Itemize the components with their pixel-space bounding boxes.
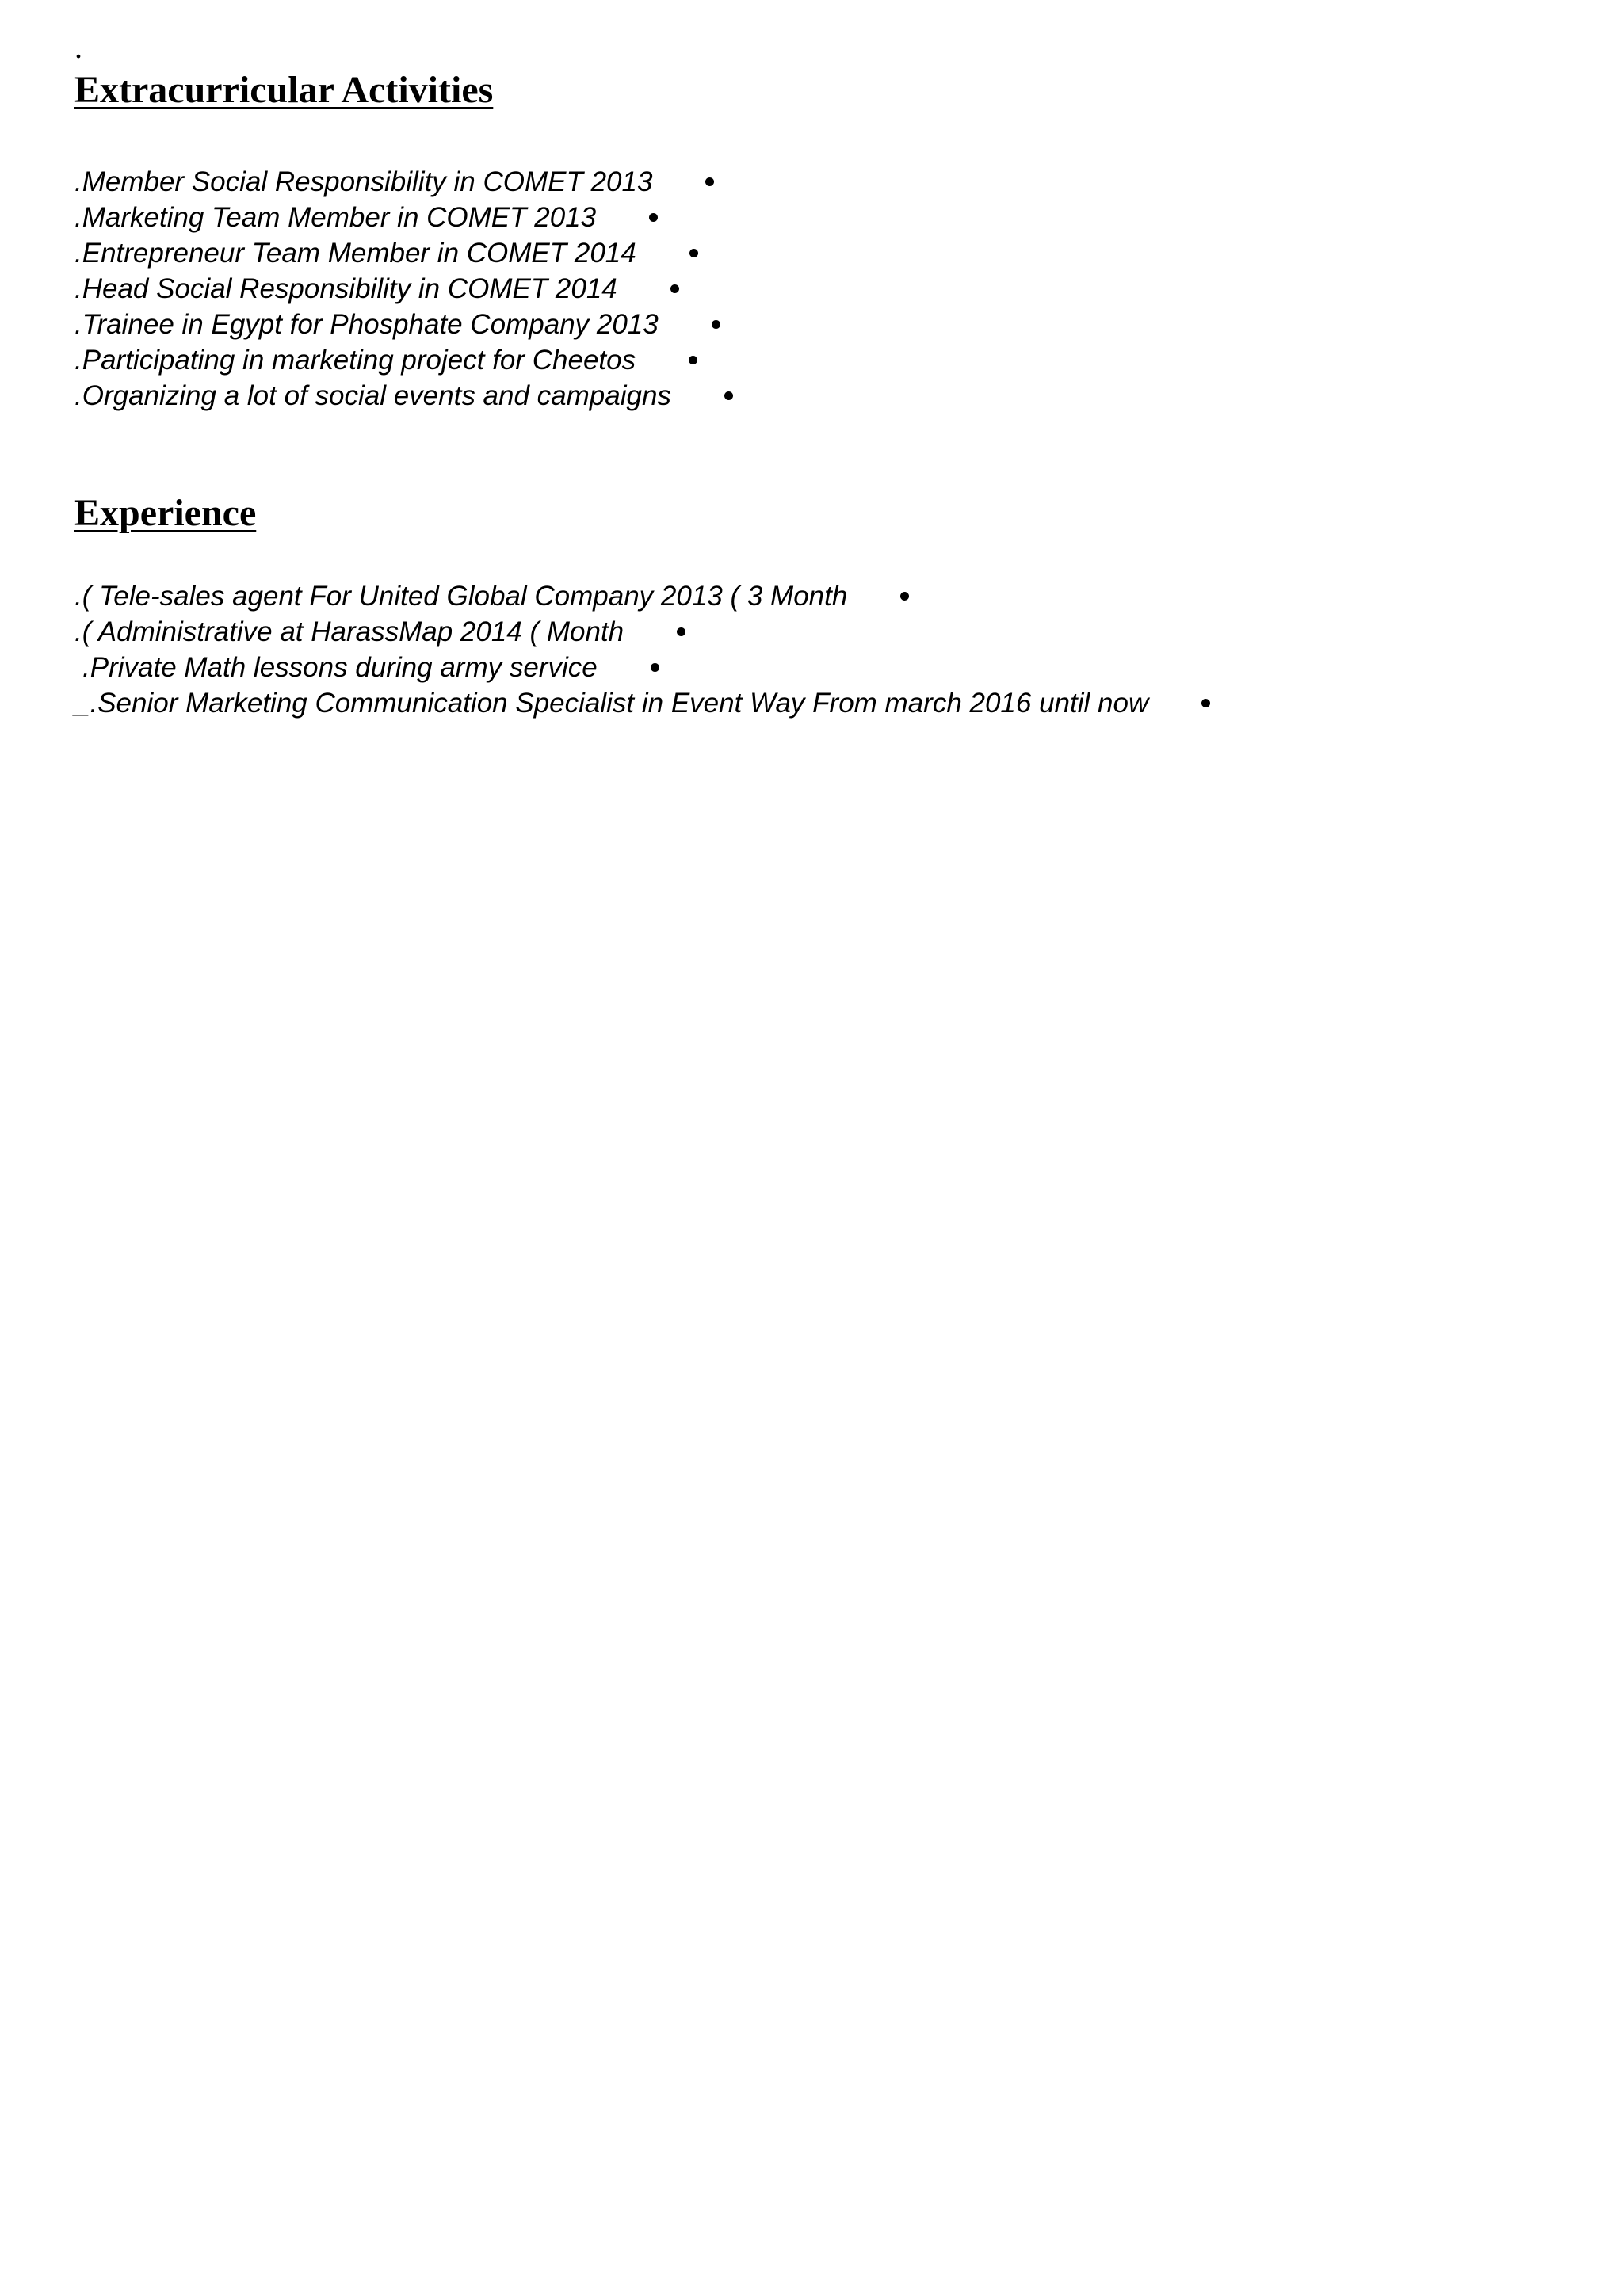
bullet-dot-icon	[1201, 699, 1210, 707]
experience-list	[0, 578, 1210, 721]
section-heading-experience: Experience	[74, 492, 257, 534]
bullet-dot-icon	[712, 320, 720, 329]
list-item-text: .Trainee in Egypt for Phosphate Company 2013	[74, 309, 659, 340]
list-item	[0, 342, 733, 378]
list-item-text: .Entrepreneur Team Member in COMET 2014	[74, 238, 636, 269]
bullet-dot-icon	[689, 249, 698, 257]
list-item-text: .Organizing a lot of social events and campaigns	[74, 380, 671, 411]
section-heading-extracurricular: Extracurricular Activities	[74, 69, 494, 111]
bullet-dot-icon	[689, 356, 697, 364]
leading-mark: .	[74, 29, 82, 65]
bullet-dot-icon	[670, 284, 679, 293]
list-item-text: .( Tele-sales agent For United Global Company 2013 ( 3 Month	[74, 581, 848, 612]
list-item	[0, 578, 1210, 614]
extracurricular-list	[0, 164, 733, 414]
list-item	[0, 164, 733, 200]
list-item-text: .Marketing Team Member in COMET 2013	[74, 202, 597, 233]
list-item	[0, 307, 733, 342]
bullet-dot-icon	[677, 627, 685, 636]
list-item	[0, 685, 1210, 721]
list-item-text: _.Senior Marketing Communication Specialist in Event Way From march 2016 until now	[74, 688, 1149, 719]
list-item	[0, 378, 733, 414]
bullet-dot-icon	[705, 177, 714, 186]
list-item-text: .( Administrative at HarassMap 2014 ( Month	[74, 616, 624, 647]
list-item	[0, 650, 1210, 685]
list-item	[0, 614, 1210, 650]
list-item-text: .Participating in marketing project for Cheetos	[74, 345, 636, 376]
bullet-dot-icon	[651, 663, 659, 672]
list-item	[0, 200, 733, 235]
bullet-dot-icon	[900, 592, 909, 601]
list-item	[0, 235, 733, 271]
bullet-dot-icon	[724, 391, 733, 400]
bullet-dot-icon	[649, 213, 658, 222]
list-item-text: .Member Social Responsibility in COMET 2013	[74, 166, 653, 197]
list-item	[0, 271, 733, 307]
list-item-text: .Private Math lessons during army service	[82, 652, 598, 683]
list-item-text: .Head Social Responsibility in COMET 2014	[74, 273, 617, 304]
